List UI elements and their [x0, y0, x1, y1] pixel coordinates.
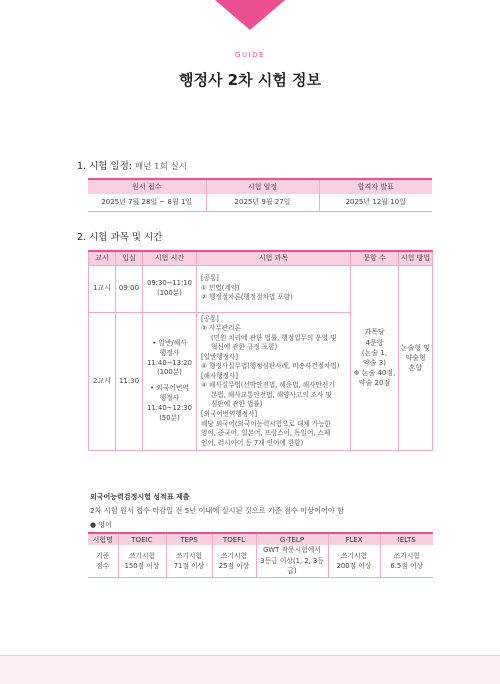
- col-ielts: IELTS: [380, 533, 433, 545]
- row-label-line: 기준: [96, 551, 110, 560]
- period1-subjects: [197, 265, 351, 312]
- period2-time-line: 11:40~13:20: [147, 358, 192, 367]
- period1-time-line: (100분): [157, 288, 182, 297]
- col-period: 교시: [89, 251, 116, 265]
- score-line: GWT 작문시험에서: [263, 546, 321, 555]
- period2-label: 2교시: [89, 312, 116, 451]
- period2-time-line: 11:40~12:30: [147, 404, 192, 413]
- questions-cell: [351, 265, 399, 451]
- bottom-divider: [0, 655, 500, 656]
- period2-time-line: 행정사: [159, 348, 180, 357]
- subjects-heading: 2. 시험 과목 및 시간: [77, 232, 163, 243]
- teps-score: [166, 545, 212, 577]
- questions-line: 약술 3): [363, 358, 386, 367]
- schedule-heading-sub: 매년 1회 실시: [135, 162, 187, 172]
- period2-time-line: • 일반/해사: [152, 338, 187, 347]
- questions-line: 4문항: [365, 338, 384, 347]
- method-cell: [399, 265, 433, 451]
- schedule-heading: [77, 158, 187, 172]
- top-triangle-decoration: [215, 0, 285, 30]
- col-toeic: TOEIC: [118, 533, 166, 545]
- gtelp-score: [256, 545, 328, 577]
- subject-line: ① 민법(계약): [201, 283, 240, 292]
- schedule-header-row: [88, 179, 432, 194]
- row-label: [88, 545, 118, 577]
- questions-line: 과목당: [364, 328, 385, 337]
- period1-entry: 09:00: [116, 265, 143, 312]
- schedule-application-value: 2025년 7월 28일 ~ 8월 1일: [88, 194, 206, 211]
- subject-line: ② 행정절차론(행정절차법 포함): [201, 293, 293, 302]
- row-label-line: 점수: [96, 561, 110, 570]
- subject-line: [공통]: [201, 314, 219, 323]
- col-exam-name: 시험명: [88, 533, 118, 545]
- toefl-score: [212, 545, 256, 577]
- col-gtelp: G-TELP: [256, 533, 328, 545]
- subjects-header-row: [89, 251, 433, 265]
- questions-line: 약술 20점: [358, 379, 391, 388]
- subject-line: 인어, 러시아어 등 7개 언어에 한함): [201, 438, 304, 447]
- english-header-row: [88, 533, 433, 545]
- score-line: 200점 이상: [336, 561, 372, 570]
- period1-time: [143, 265, 197, 312]
- ielts-score: [380, 545, 433, 577]
- questions-line: ※ 논술 40점,: [353, 368, 396, 377]
- score-line: 쓰기시험: [175, 551, 203, 560]
- col-questions: 문항 수: [351, 251, 399, 265]
- score-line: 쓰기시험: [393, 551, 420, 560]
- period2-entry: 11:30: [116, 312, 143, 451]
- col-teps: TEPS: [166, 533, 212, 545]
- subject-line: ④ 해사실무법(선박안전법, 해운법, 해사안전기: [201, 381, 335, 390]
- col-entry: 입실: [116, 251, 143, 265]
- subject-line: [외국어번역행정사]: [201, 409, 258, 418]
- subjects-table: [88, 250, 433, 451]
- toeic-score: [118, 545, 166, 577]
- score-line: 150점 이상: [124, 561, 160, 570]
- schedule-col-announcement: 합격자 발표: [319, 179, 432, 194]
- period2-subjects: [197, 312, 351, 451]
- subject-line: (민원 처리에 관한 법률, 행정업무의 운영 및: [211, 333, 337, 342]
- period2-time-line: • 외국어번역: [150, 384, 189, 393]
- method-line: 약술형: [405, 353, 426, 362]
- period1-row: [89, 265, 433, 312]
- score-line: 25점 이상: [218, 561, 250, 570]
- col-time: 시험 시간: [143, 251, 197, 265]
- score-line: 쓰기시험: [340, 551, 368, 560]
- score-line: 71점 이상: [173, 561, 205, 570]
- col-method: 시험 방법: [399, 251, 433, 265]
- page-title: 행정사 2차 시험 정보: [178, 71, 322, 89]
- subject-line: 해당 외국어(외국어능력시험으로 대체 가능한: [201, 419, 331, 428]
- col-toefl: TOEFL: [212, 533, 256, 545]
- score-line: 쓰기시험: [220, 551, 248, 560]
- schedule-exam-date-value: 2025년 9월 27일: [206, 194, 319, 211]
- score-line: 3등급 이상(1, 2, 3등급): [260, 556, 324, 575]
- schedule-table: [88, 178, 432, 212]
- period2-time-line: 행정사: [159, 394, 180, 403]
- period2-time-line: (50분): [159, 413, 180, 422]
- schedule-col-exam-date: 시험 일정: [206, 179, 319, 194]
- col-flex: FLEX: [328, 533, 380, 545]
- subject-line: 혁신에 관한 규정 포함): [211, 343, 278, 352]
- period2-time-line: (100분): [157, 368, 182, 377]
- language-title: 외국어능력검정시험 성적표 제출: [90, 493, 190, 501]
- bottom-band-decoration: [0, 655, 500, 684]
- schedule-col-application: 원서 접수: [88, 179, 206, 194]
- subject-line: [해사행정사]: [201, 371, 238, 380]
- subject-line: 본법, 해사교통안전법, 해양사고의 조사 및: [211, 390, 332, 399]
- subject-line: ③ 사무관리론: [201, 324, 241, 333]
- english-score-row: [88, 545, 433, 577]
- subject-line: [공통]: [201, 274, 219, 283]
- schedule-value-row: [88, 194, 432, 211]
- questions-line: (논술 1,: [361, 348, 388, 357]
- schedule-announcement-value: 2025년 12월 10일: [319, 194, 432, 211]
- subject-line: 영어, 중국어, 일본어, 프랑스어, 독일어, 스페: [201, 429, 331, 438]
- guide-eyebrow: GUIDE: [235, 51, 265, 59]
- period1-label: 1교시: [89, 265, 116, 312]
- subject-line: 심판에 관한 법률): [211, 400, 263, 409]
- period2-time: [143, 312, 197, 451]
- english-score-table: [88, 532, 433, 578]
- score-line: 쓰기시험: [128, 551, 156, 560]
- schedule-heading-text: 1. 시험 일정:: [77, 161, 133, 172]
- flex-score: [328, 545, 380, 577]
- col-subjects: 시험 과목: [197, 251, 351, 265]
- language-bullet: ● 영어: [90, 521, 112, 529]
- language-desc: 2차 시험 원서 접수 마감일 전 5년 이내에 실시된 것으로 기준 점수 이상이어야 함: [90, 506, 345, 515]
- method-line: 혼합: [408, 363, 423, 372]
- method-line: 논술형 및: [400, 343, 431, 352]
- subject-line: ④ 행정사실무법(행정심판사례, 비송사건절차법): [201, 362, 340, 371]
- score-line: 6.5점 이상: [390, 561, 424, 570]
- subject-line: [일반행정사]: [201, 352, 238, 361]
- period1-time-line: 09:30~11:10: [147, 278, 192, 287]
